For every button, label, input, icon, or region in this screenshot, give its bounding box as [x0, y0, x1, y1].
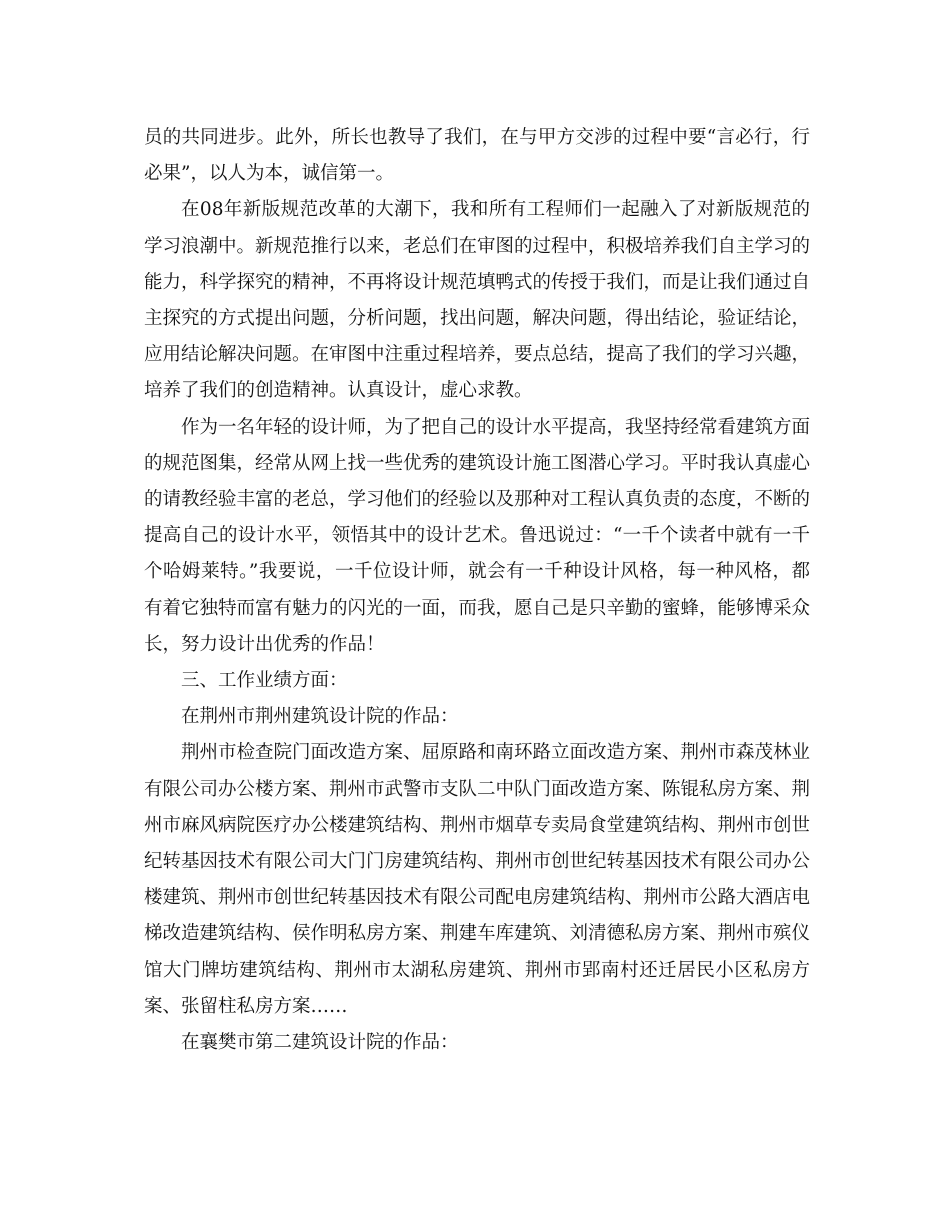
- subsection-heading: 在荆州市荆州建筑设计院的作品：: [181, 706, 459, 728]
- subsection-heading: 在襄樊市第二建筑设计院的作品：: [181, 1032, 459, 1054]
- paragraph: 员的共同进步。此外，所长也教导了我们，在与甲方交涉的过程中要“言必行，行必果”，以人为本，诚信第一。: [144, 127, 810, 185]
- paragraph: 作为一名年轻的设计师，为了把自己的设计水平提高，我坚持经常看建筑方面的规范图集，经常从网上找一些优秀的建筑设计施工图潜心学习。平时我认真虚心的请教经验丰富的老总，学习他们的经验以及那种对工程认真负责的态度，不断的提高自己的设计水平，领悟其中的设计艺术。鲁迅说过：“一千个读者中就有一千个哈姆莱特。”我要说，一千位设计师，就会有一千种设计风格，每一种风格，都有着它独特而富有魅力的闪光的一面，而我，愿自己是只辛勤的蜜蜂，能够博采众长，努力设计出优秀的作品！: [144, 416, 811, 655]
- section-heading: 三、工作业绩方面：: [181, 670, 348, 692]
- document-body: [144, 120, 810, 1061]
- paragraph: 在08年新版规范改革的大潮下，我和所有工程师们一起融入了对新版规范的学习浪潮中。新规范推行以来，老总们在审图的过程中，积极培养我们自主学习的能力，科学探究的精神，不再将设计规范填鸭式的传授于我们，而是让我们通过自主探究的方式提出问题，分析问题，找出问题，解决问题，得出结论，验证结论，应用结论解决问题。在审图中注重过程培养，要点总结，提高了我们的学习兴趣，培养了我们的创造精神。认真设计，虚心求教。: [144, 199, 811, 402]
- project-list-paragraph: 荆州市检查院门面改造方案、屈原路和南环路立面改造方案、荆州市森茂林业有限公司办公楼方案、荆州市武警市支队二中队门面改造方案、陈锟私房方案、荆州市麻风病院医疗办公楼建筑结构、荆州市烟草专卖局食堂建筑结构、荆州市创世纪转基因技术有限公司大门门房建筑结构、荆州市创世纪转基因技术有限公司办公楼建筑、荆州市创世纪转基因技术有限公司配电房建筑结构、荆州市公路大酒店电梯改造建筑结构、侯作明私房方案、荆建车库建筑、刘清德私房方案、荆州市殡仪馆大门牌坊建筑结构、荆州市太湖私房建筑、荆州市郢南村还迁居民小区私房方案、张留柱私房方案……: [144, 742, 811, 1017]
